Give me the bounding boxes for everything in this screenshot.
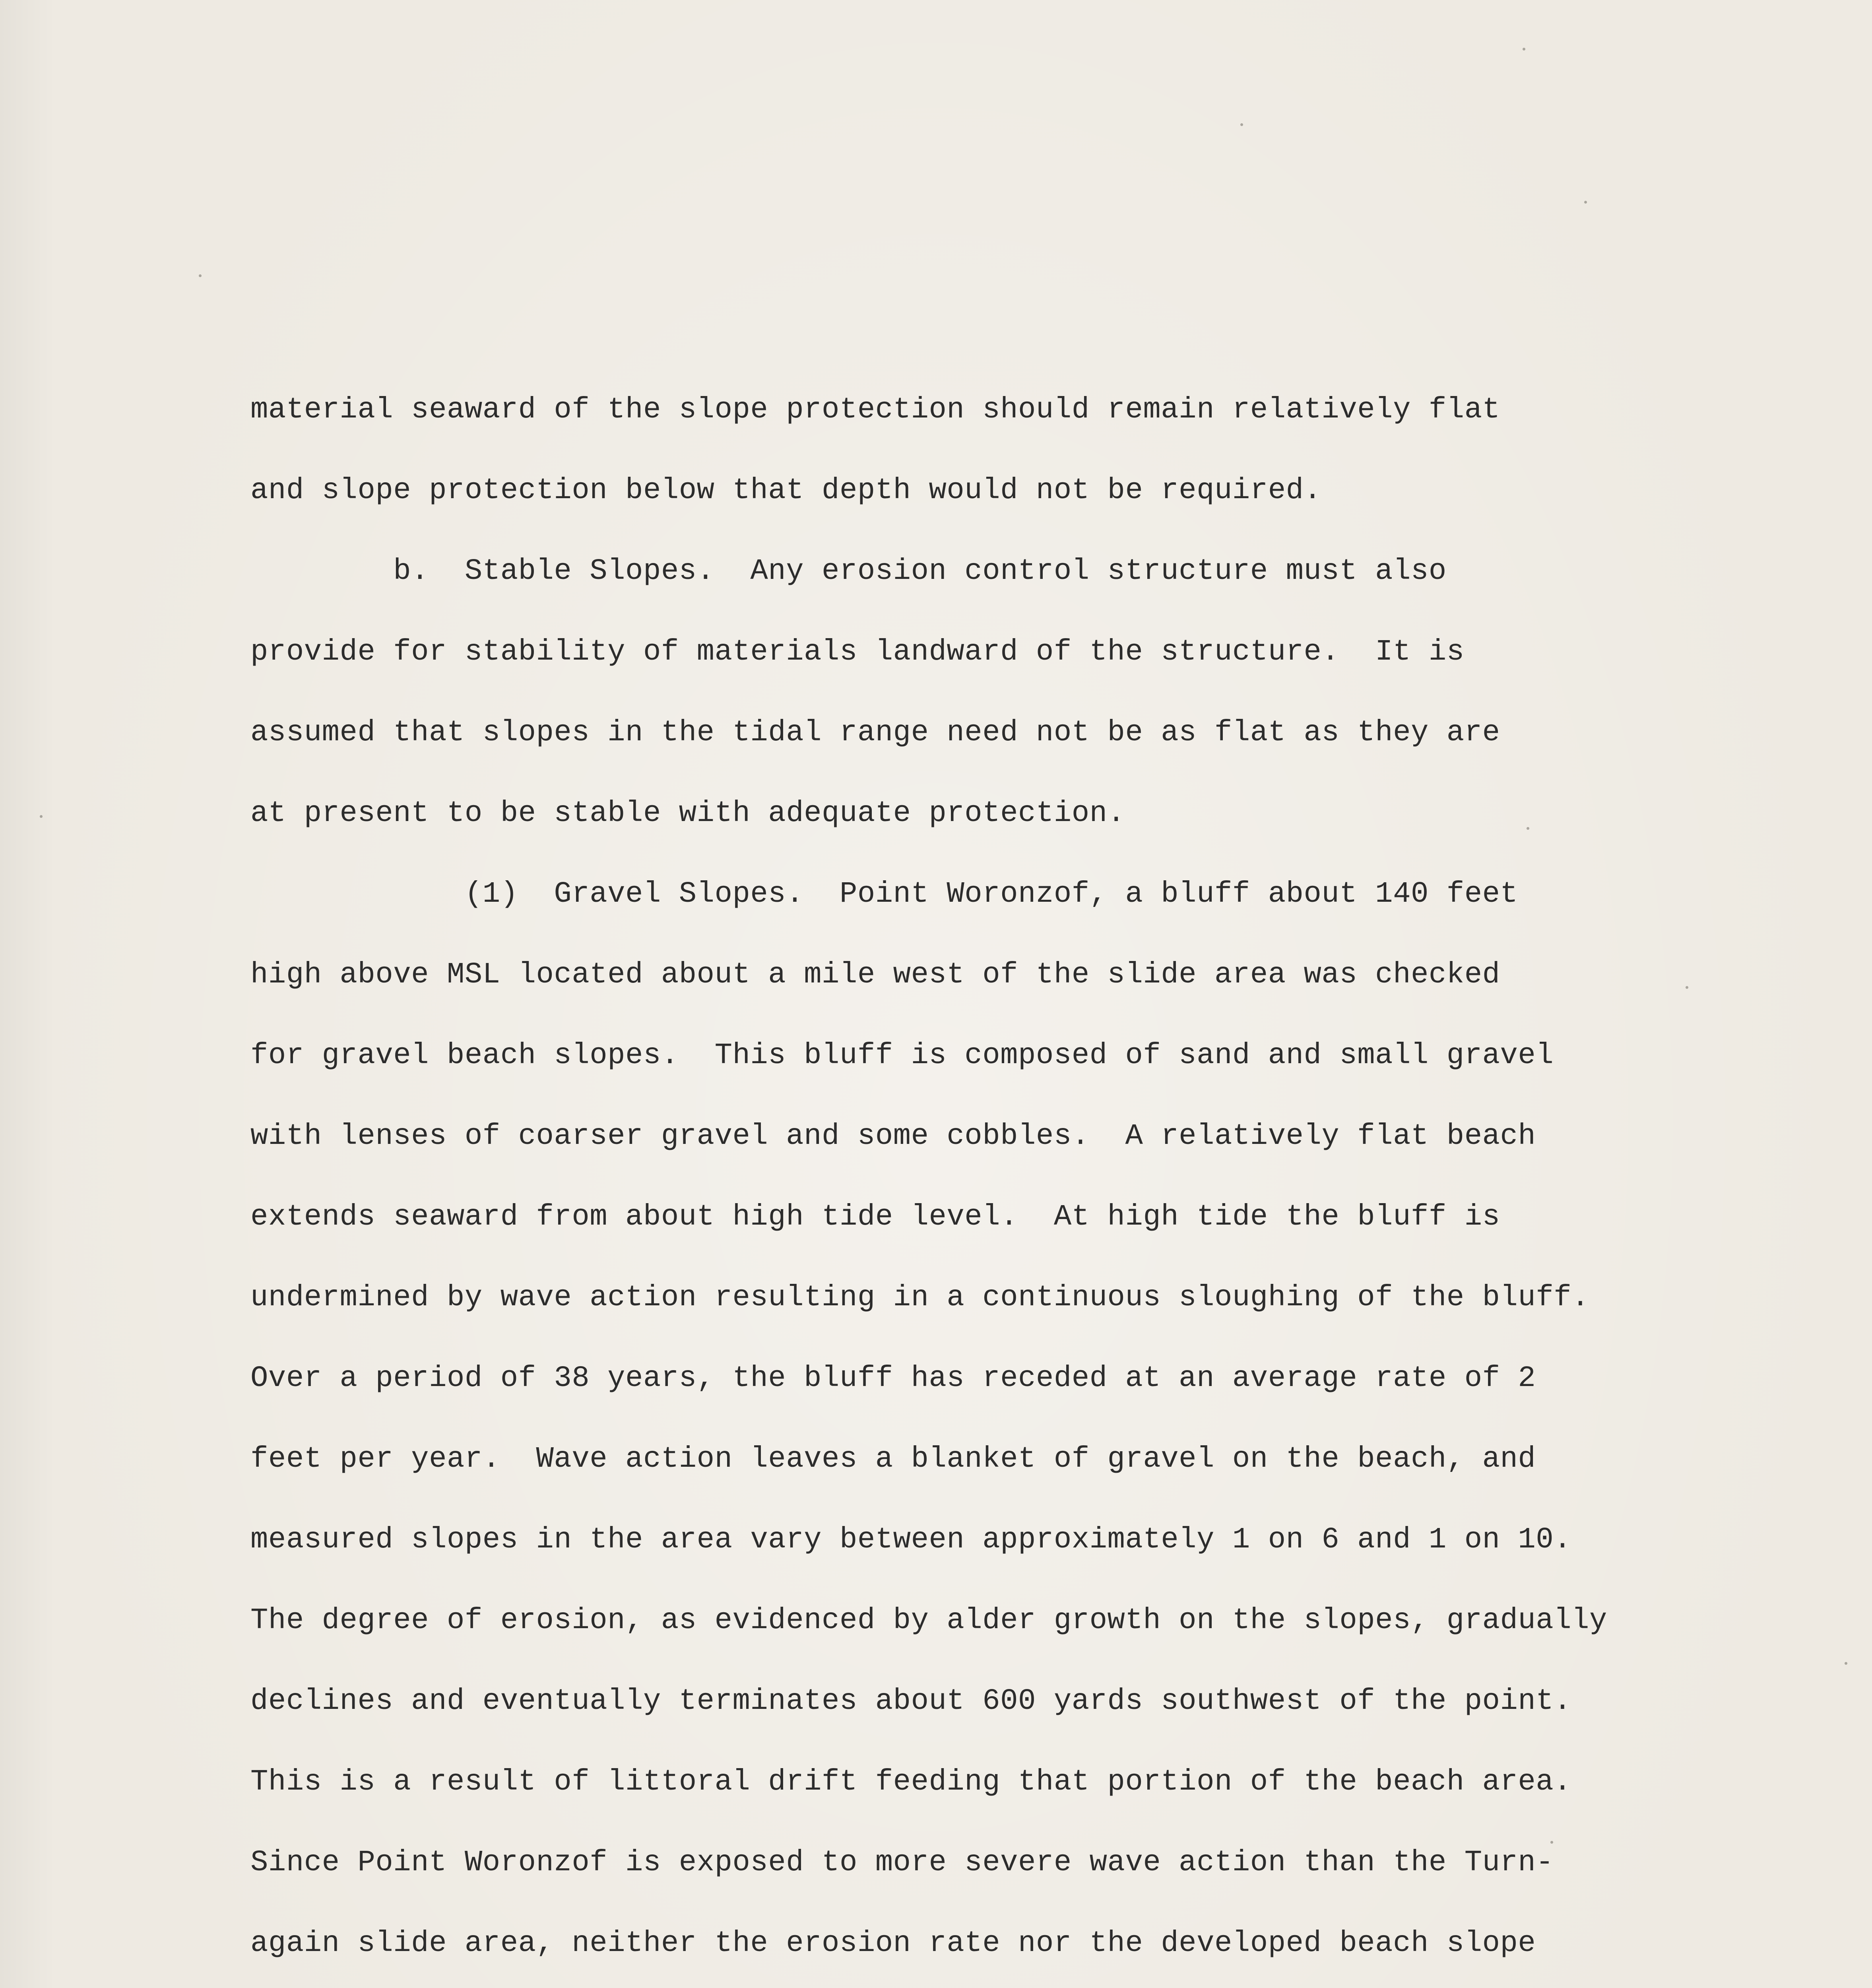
body-text <box>250 370 1785 1988</box>
text-line: provide for stability of materials landward of the structure. It is <box>250 635 1465 669</box>
paper-speck <box>1584 201 1587 204</box>
text-line: material seaward of the slope protection should remain relatively flat <box>250 393 1500 427</box>
text-line: high above MSL located about a mile west of the slide area was checked <box>250 958 1500 992</box>
text-line: Over a period of 38 years, the bluff has receded at an average rate of 2 <box>250 1362 1536 1395</box>
paper-speck <box>199 274 202 277</box>
text-line: measured slopes in the area vary between approximately 1 on 6 and 1 on 10. <box>250 1523 1572 1557</box>
paper-speck <box>1845 1662 1847 1665</box>
text-line: again slide area, neither the erosion rate nor the developed beach slope <box>250 1927 1536 1960</box>
text-line: feet per year. Wave action leaves a blanket of gravel on the beach, and <box>250 1442 1536 1476</box>
text-line: The degree of erosion, as evidenced by alder growth on the slopes, gradually <box>250 1604 1607 1637</box>
text-line: undermined by wave action resulting in a continuous sloughing of the bluff. <box>250 1281 1590 1314</box>
text-line: and slope protection below that depth would not be required. <box>250 474 1322 507</box>
text-line: b. Stable Slopes. Any erosion control structure must also <box>250 555 1447 588</box>
text-line: assumed that slopes in the tidal range need not be as flat as they are <box>250 716 1500 749</box>
text-line: for gravel beach slopes. This bluff is composed of sand and small gravel <box>250 1039 1554 1072</box>
text-line <box>250 1984 1785 1988</box>
text-line: This is a result of littoral drift feeding that portion of the beach area. <box>250 1765 1572 1799</box>
paper-speck <box>1240 123 1243 126</box>
paper-speck <box>1527 827 1529 830</box>
paper-speck <box>1550 1841 1553 1844</box>
text-line: with lenses of coarser gravel and some cobbles. A relatively flat beach <box>250 1120 1536 1153</box>
text-line: (1) Gravel Slopes. Point Woronzof, a bluff about 140 feet <box>250 878 1518 911</box>
paper-speck <box>1686 986 1688 989</box>
text-line: Since Point Woronzof is exposed to more severe wave action than the Turn- <box>250 1846 1554 1879</box>
paper-speck <box>1523 48 1525 50</box>
text-line: declines and eventually terminates about 600 yards southwest of the point. <box>250 1685 1572 1718</box>
paper-speck <box>40 815 43 818</box>
text-line: at present to be stable with adequate protection. <box>250 797 1125 830</box>
text-line: extends seaward from about high tide level. At high tide the bluff is <box>250 1200 1500 1234</box>
